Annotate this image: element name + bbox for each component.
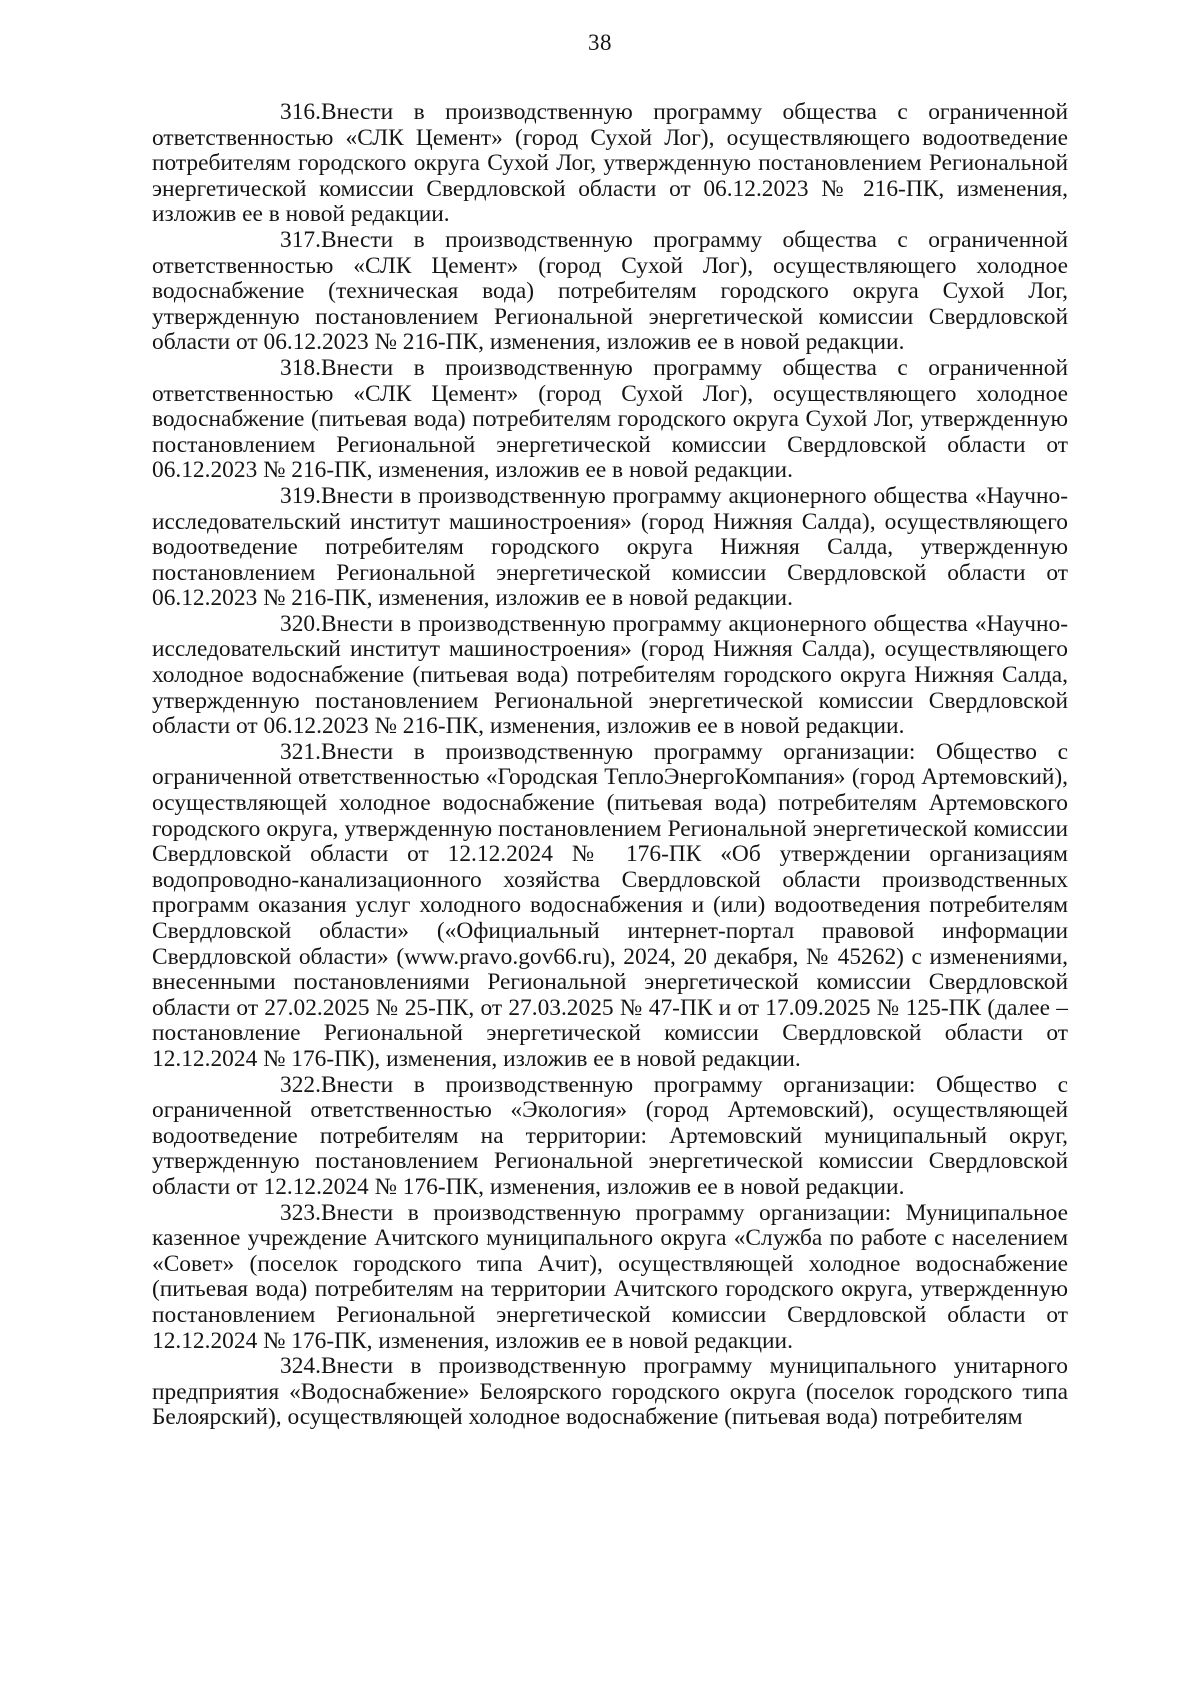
clause-321 [152, 740, 1068, 1073]
document-body [152, 100, 1068, 1431]
clause-number: 316. [280, 99, 321, 125]
clause-text: Внести в производственную программу акционерного общества «Научно-исследовательский институт машиностроения» (город Нижняя Салда), осуществляющего холодное водоснабжение (питьевая вода) потребителям городского округа Нижняя Салда, утвержденную постановлением Региональной энергетической комиссии Свердловской области от 06.12.2023 № 216-ПК, изменения, изложив ее в новой редакции. [152, 610, 1068, 740]
clause-number: 320. [280, 610, 321, 637]
clause-316 [152, 100, 1068, 228]
clause-number: 321. [280, 738, 321, 765]
page-number: 38 [588, 30, 612, 55]
clause-number: 324. [280, 1353, 321, 1380]
clause-317 [152, 228, 1068, 356]
clause-number: 319. [280, 482, 321, 509]
clause-text: Внести в производственную программу муниципального унитарного предприятия «Водоснабжение» Белоярского городского округа (поселок городского типа Белоярский), осуществляющей холодное водоснабжение (питьевая вода) потребителям [152, 1353, 1068, 1431]
clause-number: 323. [280, 1199, 321, 1226]
clause-text: Внести в производственную программу акционерного общества «Научно-исследовательский институт машиностроения» (город Нижняя Салда), осуществляющего водоотведение потребителям городского округа Нижняя Салда, утвержденную постановлением Региональной энергетической комиссии Свердловской области от 06.12.2023 № 216-ПК, изменения, изложив ее в новой редакции. [152, 482, 1068, 612]
clause-323 [152, 1201, 1068, 1355]
clause-number: 318. [280, 354, 321, 381]
clause-324 [152, 1354, 1068, 1431]
clause-text: Внести в производственную программу организации: Общество с ограниченной ответственностью «Городская ТеплоЭнергоКомпания» (город Артемовский), осуществляющей холодное водоснабжение (питьевая вода) потребителям Артемовского городского округа, утвержденную постановлением Региональной энергетической комиссии Свердловской области от 12.12.2024 № 176-ПК «Об утверждении организациям водопроводно-канализационного хозяйства Свердловской области производственных программ оказания услуг холодного водоснабжения и (или) водоотведения потребителям Свердловской области» («Официальный интернет-портал правовой информации Свердловской области» (www.pravo.gov66.ru), 2024, 20 декабря, № 45262) с изменениями, внесенными постановлениями Региональной энергетической комиссии Свердловской области от 27.02.2025 № 25-ПК, от 27.03.2025 № 47-ПК и от 17.09.2025 № 125-ПК (далее – постановление Региональной энергетической комиссии Свердловской области от 12.12.2024 № 176-ПК), изменения, изложив ее в новой редакции. [152, 738, 1068, 1072]
clause-320 [152, 612, 1068, 740]
clause-318 [152, 356, 1068, 484]
clause-text: Внести в производственную программу организации: Муниципальное казенное учреждение Ачитского муниципального округа «Служба по работе с населением «Совет» (поселок городского типа Ачит), осуществляющей холодное водоснабжение (питьевая вода) потребителям на территории Ачитского городского округа, утвержденную постановлением Региональной энергетической комиссии Свердловской области от 12.12.2024 № 176-ПК, изменения, изложив ее в новой редакции. [152, 1199, 1068, 1354]
clause-322 [152, 1073, 1068, 1201]
clause-number: 317. [280, 226, 321, 253]
clause-319 [152, 484, 1068, 612]
clause-text: Внести в производственную программу общества с ограниченной ответственностью «СЛК Цемент» (город Сухой Лог), осуществляющего холодное водоснабжение (техническая вода) потребителям городского округа Сухой Лог, утвержденную постановлением Региональной энергетической комиссии Свердловской области от 06.12.2023 № 216-ПК, изменения, изложив ее в новой редакции. [152, 226, 1068, 356]
clause-text: Внести в производственную программу общества с ограниченной ответственностью «СЛК Цемент» (город Сухой Лог), осуществляющего водоотведение потребителям городского округа Сухой Лог, утвержденную постановлением Региональной энергетической комиссии Свердловской области от 06.12.2023 № 216-ПК, изменения, изложив ее в новой редакции. [152, 99, 1068, 228]
clause-text: Внести в производственную программу общества с ограниченной ответственностью «СЛК Цемент» (город Сухой Лог), осуществляющего холодное водоснабжение (питьевая вода) потребителям городского округа Сухой Лог, утвержденную постановлением Региональной энергетической комиссии Свердловской области от 06.12.2023 № 216-ПК, изменения, изложив ее в новой редакции. [152, 354, 1068, 484]
clause-text: Внести в производственную программу организации: Общество с ограниченной ответственностью «Экология» (город Артемовский), осуществляющей водоотведение потребителям на территории: Артемовский муниципальный округ, утвержденную постановлением Региональной энергетической комиссии Свердловской области от 12.12.2024 № 176-ПК, изменения, изложив ее в новой редакции. [152, 1071, 1068, 1200]
clause-number: 322. [280, 1071, 321, 1098]
